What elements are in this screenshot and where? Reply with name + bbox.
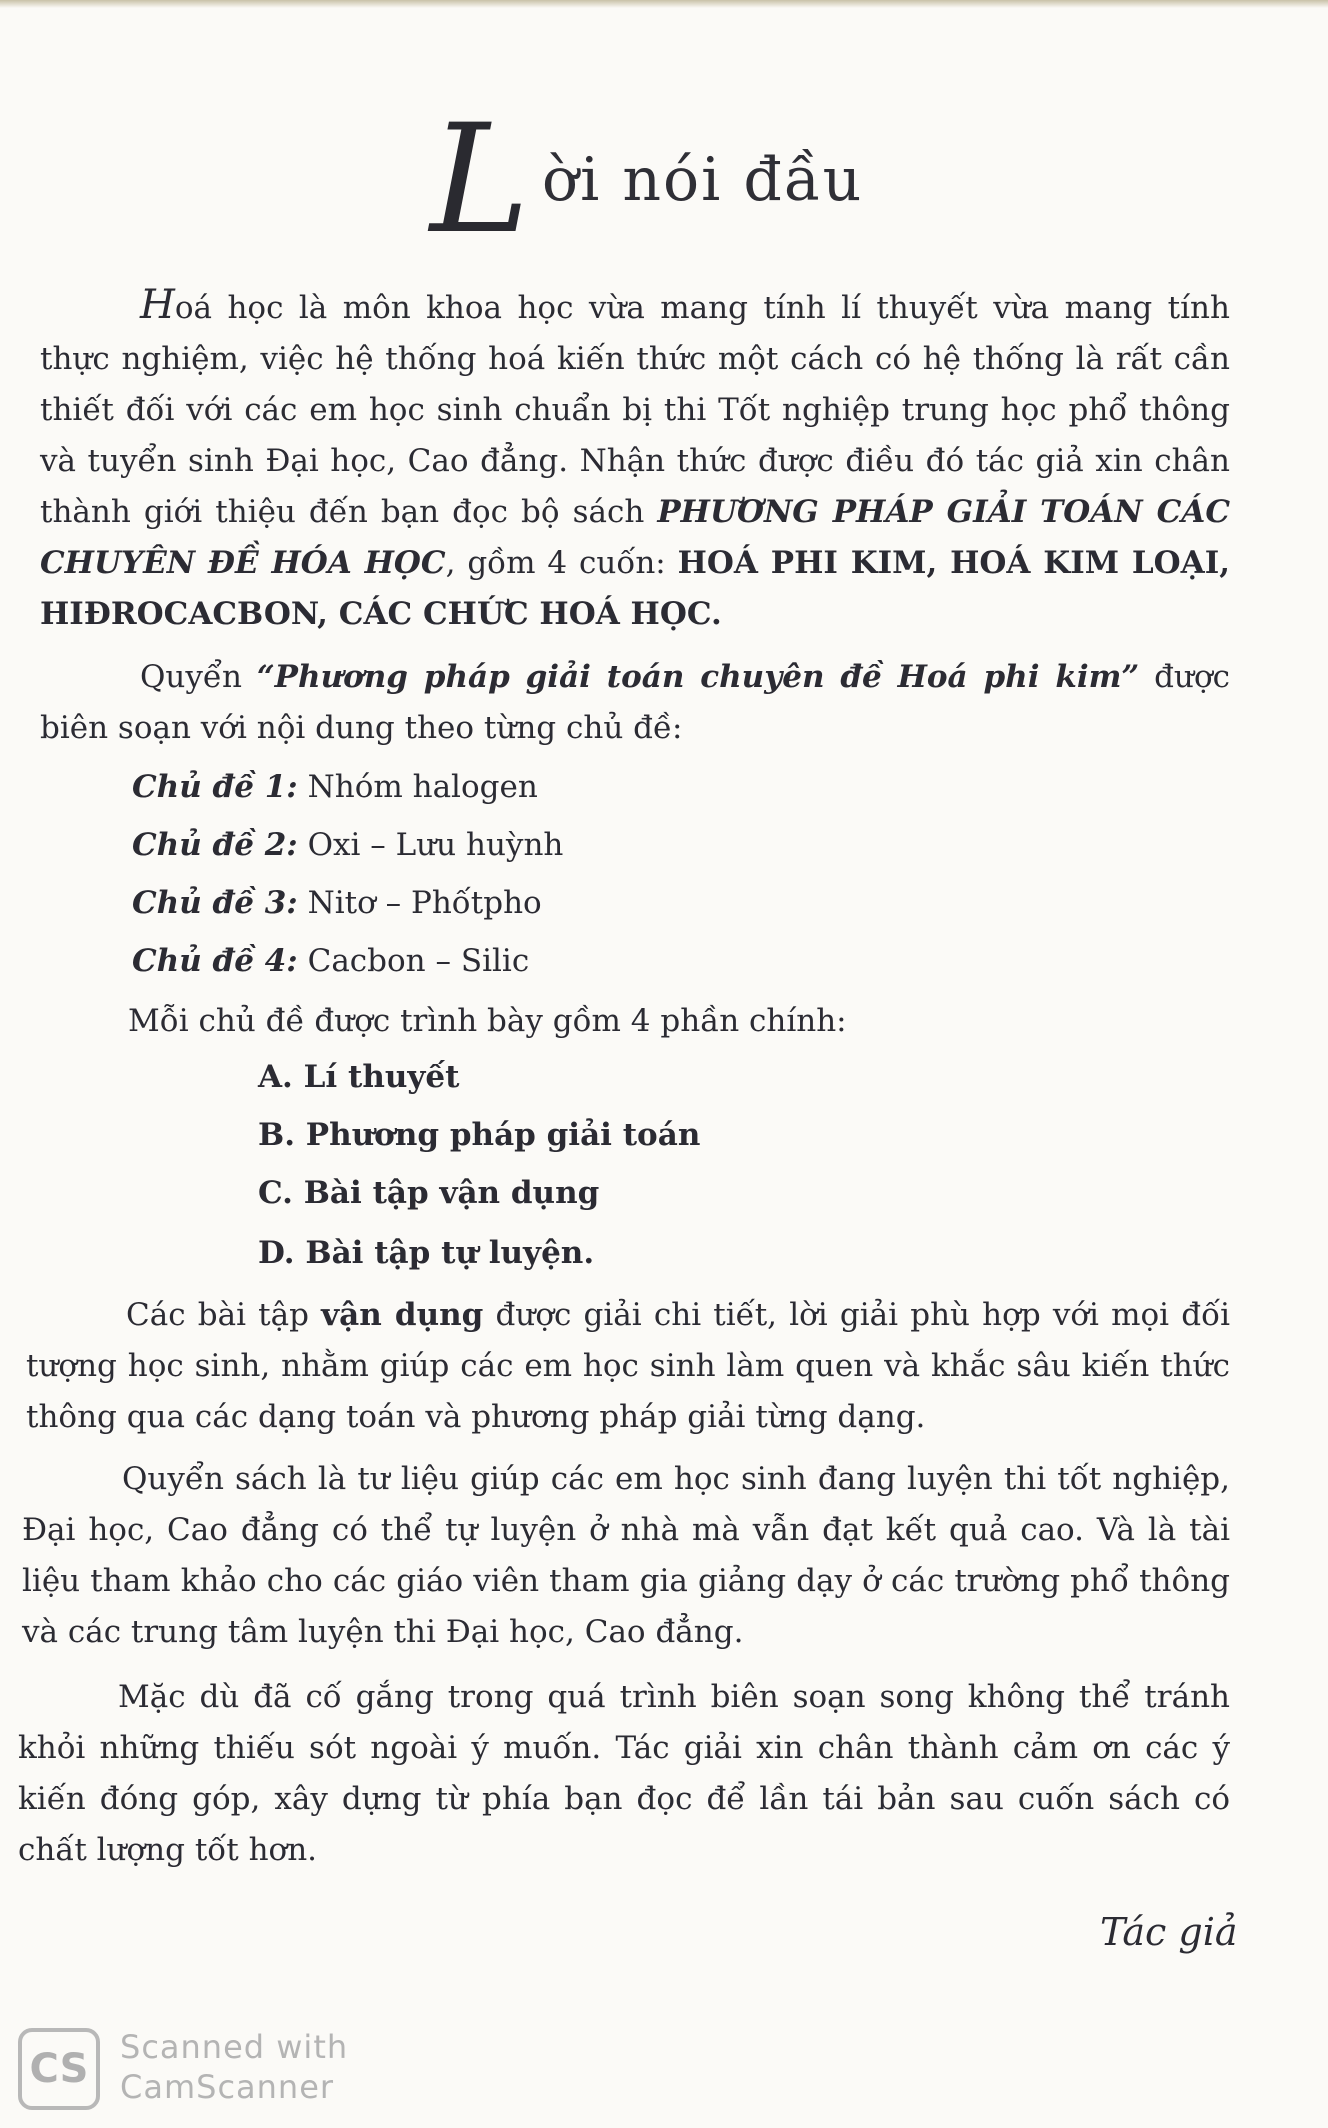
topic-text: Nitơ – Phốtpho [297, 885, 542, 921]
topic-item [132, 878, 542, 929]
exercises-bold: vận dụng [321, 1297, 484, 1333]
topic-text: Nhóm halogen [297, 769, 538, 805]
exercises-text: Các bài tập [126, 1297, 322, 1333]
topic-label: Chủ đề 4: [132, 943, 298, 979]
topic-label: Chủ đề 1: [132, 769, 298, 805]
part-item: B. Phương pháp giải toán [258, 1117, 701, 1153]
part-item: C. Bài tập vận dụng [258, 1175, 600, 1211]
part-item: D. Bài tập tự luyện. [258, 1235, 595, 1271]
topic-text: Oxi – Lưu huỳnh [297, 827, 564, 863]
topic-label: Chủ đề 3: [132, 885, 298, 921]
watermark-line-2: CamScanner [120, 2068, 335, 2106]
author-signature: Tác giả [1100, 1910, 1238, 1954]
intro-text: Hoá học là môn khoa học vừa mang tính lí thuyết vừa mang tính thực nghiệm, việc hệ thống hoá kiến thức một cách có hệ thống là rất cần thiết đối với các em học sinh chuẩn bị thi Tốt nghiệp trung học phổ thông và tuyển sinh Đại học, Cao đẳng. Nhận thức được điều đó tác giả xin chân thành giới thiệu đến bạn đọc bộ sách [40, 282, 1230, 530]
parts-intro: Mỗi chủ đề được trình bày gồm 4 phần chính: [128, 1003, 847, 1039]
intro-paragraph [40, 280, 1230, 640]
intro-text-2: , gồm 4 cuốn: [445, 545, 678, 581]
page-top-edge [0, 0, 1328, 8]
title-dropcap: L [430, 93, 530, 267]
watermark-line-1: Scanned with [120, 2028, 349, 2066]
topic-label: Chủ đề 2: [132, 827, 298, 863]
exercises-paragraph [26, 1290, 1230, 1443]
title-text: ời nói đầu [542, 145, 864, 215]
volume-paragraph [40, 652, 1230, 754]
series-name: PHƯƠNG PHÁP GIẢI TOÁN CÁC CHUYÊN ĐỀ HÓA HỌC [40, 494, 1230, 581]
closing-paragraph: Mặc dù đã cố gắng trong quá trình biên soạn song không thể tránh khỏi những thiếu sót ngoài ý muốn. Tác giải xin chân thành cảm ơn các ý kiến đóng góp, xây dựng từ phía bạn đọc để lần tái bản sau cuốn sách có chất lượng tốt hơn. [18, 1679, 1230, 1868]
purpose-paragraph: Quyển sách là tư liệu giúp các em học sinh đang luyện thi tốt nghiệp, Đại học, Cao đẳng có thể tự luyện ở nhà mà vẫn đạt kết quả cao. Và là tài liệu tham khảo cho các giáo viên tham gia giảng dạy ở các trường phổ thông và các trung tâm luyện thi Đại học, Cao đẳng. [22, 1461, 1230, 1650]
volume-text-2: được biên soạn với nội dung theo từng chủ đề: [40, 659, 1230, 746]
page-title [430, 93, 930, 267]
topic-item [132, 762, 538, 813]
topic-item [132, 820, 563, 871]
part-item: A. Lí thuyết [258, 1059, 460, 1095]
topic-text: Cacbon – Silic [297, 943, 530, 979]
topic-item [132, 936, 529, 987]
camscanner-logo: CS [18, 2028, 100, 2110]
book-list: HOÁ PHI KIM, HOÁ KIM LOẠI, HIĐROCACBON, CÁC CHỨC HOÁ HỌC. [40, 545, 1230, 632]
volume-text: Quyển [140, 659, 257, 695]
volume-name: “Phương pháp giải toán chuyên đề Hoá phi kim” [256, 659, 1140, 695]
exercises-text-2: được giải chi tiết, lời giải phù hợp với mọi đối tượng học sinh, nhằm giúp các em học sinh làm quen và khắc sâu kiến thức thông qua các dạng toán và phương pháp giải từng dạng. [26, 1297, 1230, 1435]
